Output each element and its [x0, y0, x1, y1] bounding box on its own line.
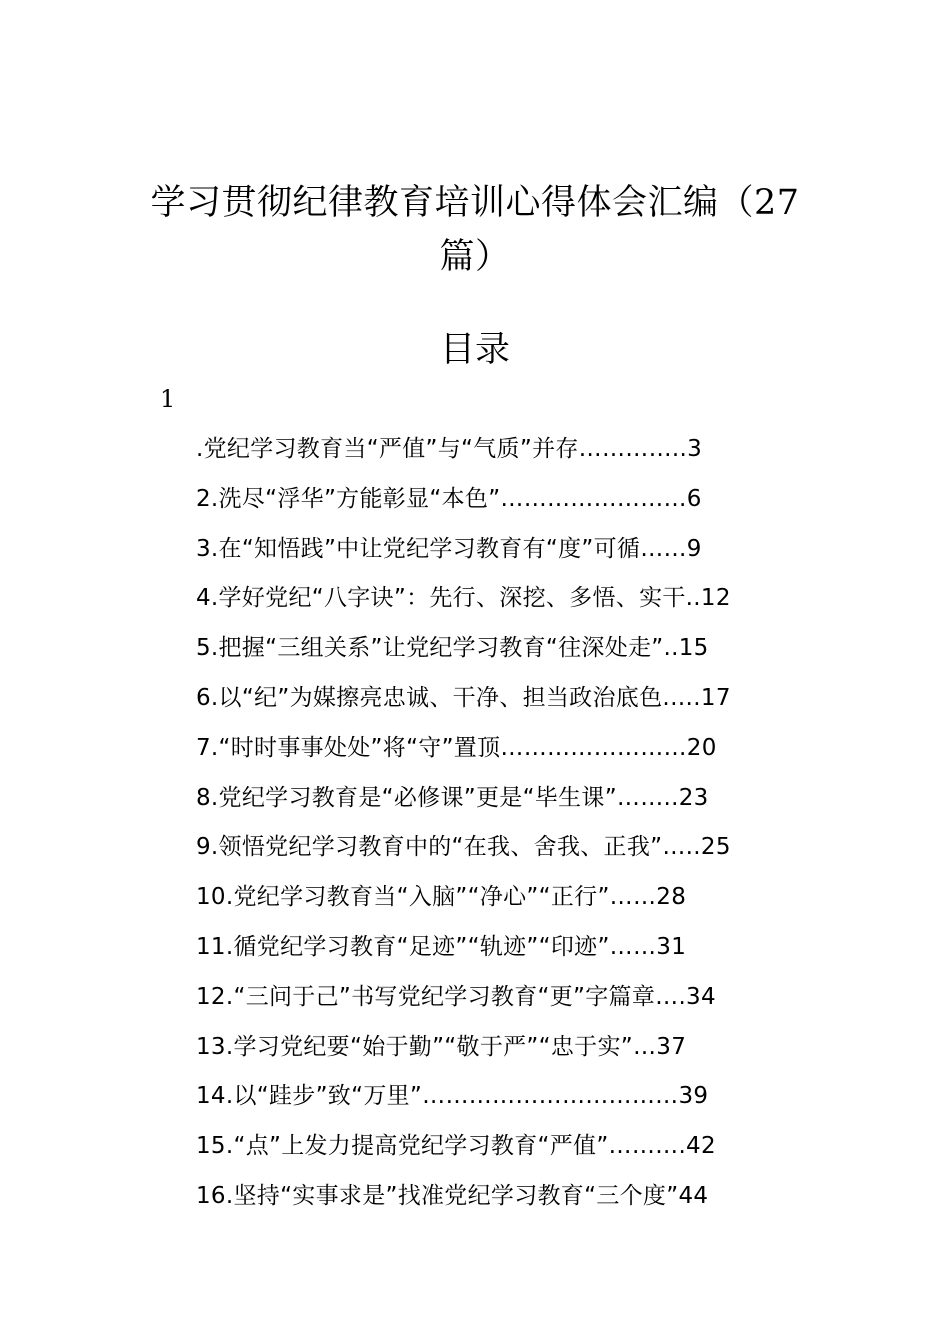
toc-entry[interactable]: 14.以“跬步”致“万里”……………………………39	[196, 1083, 709, 1110]
toc-entry[interactable]: 3.在“知悟践”中让党纪学习教育有“度”可循……9	[196, 535, 702, 562]
table-of-contents	[196, 425, 806, 1222]
toc-entry[interactable]: 12.“三问于己”书写党纪学习教育“更”字篇章….34	[196, 983, 716, 1010]
document-title-line2: 篇）	[439, 237, 511, 277]
toc-entry[interactable]: 15.“点”上发力提高党纪学习教育“严值”……….42	[196, 1133, 716, 1160]
toc-entry[interactable]: 5.把握“三组关系”让党纪学习教育“往深处走”..15	[196, 635, 709, 662]
toc-entry[interactable]: 16.坚持“实事求是”找准党纪学习教育“三个度”44	[196, 1182, 709, 1209]
toc-entry[interactable]: 4.学好党纪“八字诀”：先行、深挖、多悟、实干..12	[196, 585, 731, 612]
toc-entry[interactable]: 2.洗尽“浮华”方能彰显“本色”……………………6	[196, 485, 702, 512]
document-title	[150, 176, 800, 284]
toc-entry[interactable]: 6.以“纪”为媒擦亮忠诚、干净、担当政治底色.….17	[196, 684, 731, 711]
toc-entry[interactable]: 7.“时时事事处处”将“守”置顶……………………20	[196, 734, 717, 761]
list-marker: 1	[160, 385, 176, 413]
toc-entry[interactable]: .党纪学习教育当“严值”与“气质”并存…………..3	[196, 436, 703, 462]
document-title-text: 学习贯彻纪律教育培训心得体会汇编（	[150, 183, 754, 223]
toc-heading: 目录	[439, 330, 510, 370]
toc-entry[interactable]: 11.循党纪学习教育“足迹”“轨迹”“印迹”……31	[196, 933, 687, 960]
toc-entry[interactable]: 9.领悟党纪学习教育中的“在我、舍我、正我”…..25	[196, 834, 731, 861]
toc-entry[interactable]: 10.党纪学习教育当“入脑”“净心”“正行”……28	[196, 884, 687, 911]
document-title-number: 27	[753, 183, 800, 223]
toc-entry[interactable]: 13.学习党纪要“始于勤”“敬于严”“忠于实”…37	[196, 1033, 687, 1060]
toc-entry[interactable]: 8.党纪学习教育是“必修课”更是“毕生课”……..23	[196, 784, 709, 811]
